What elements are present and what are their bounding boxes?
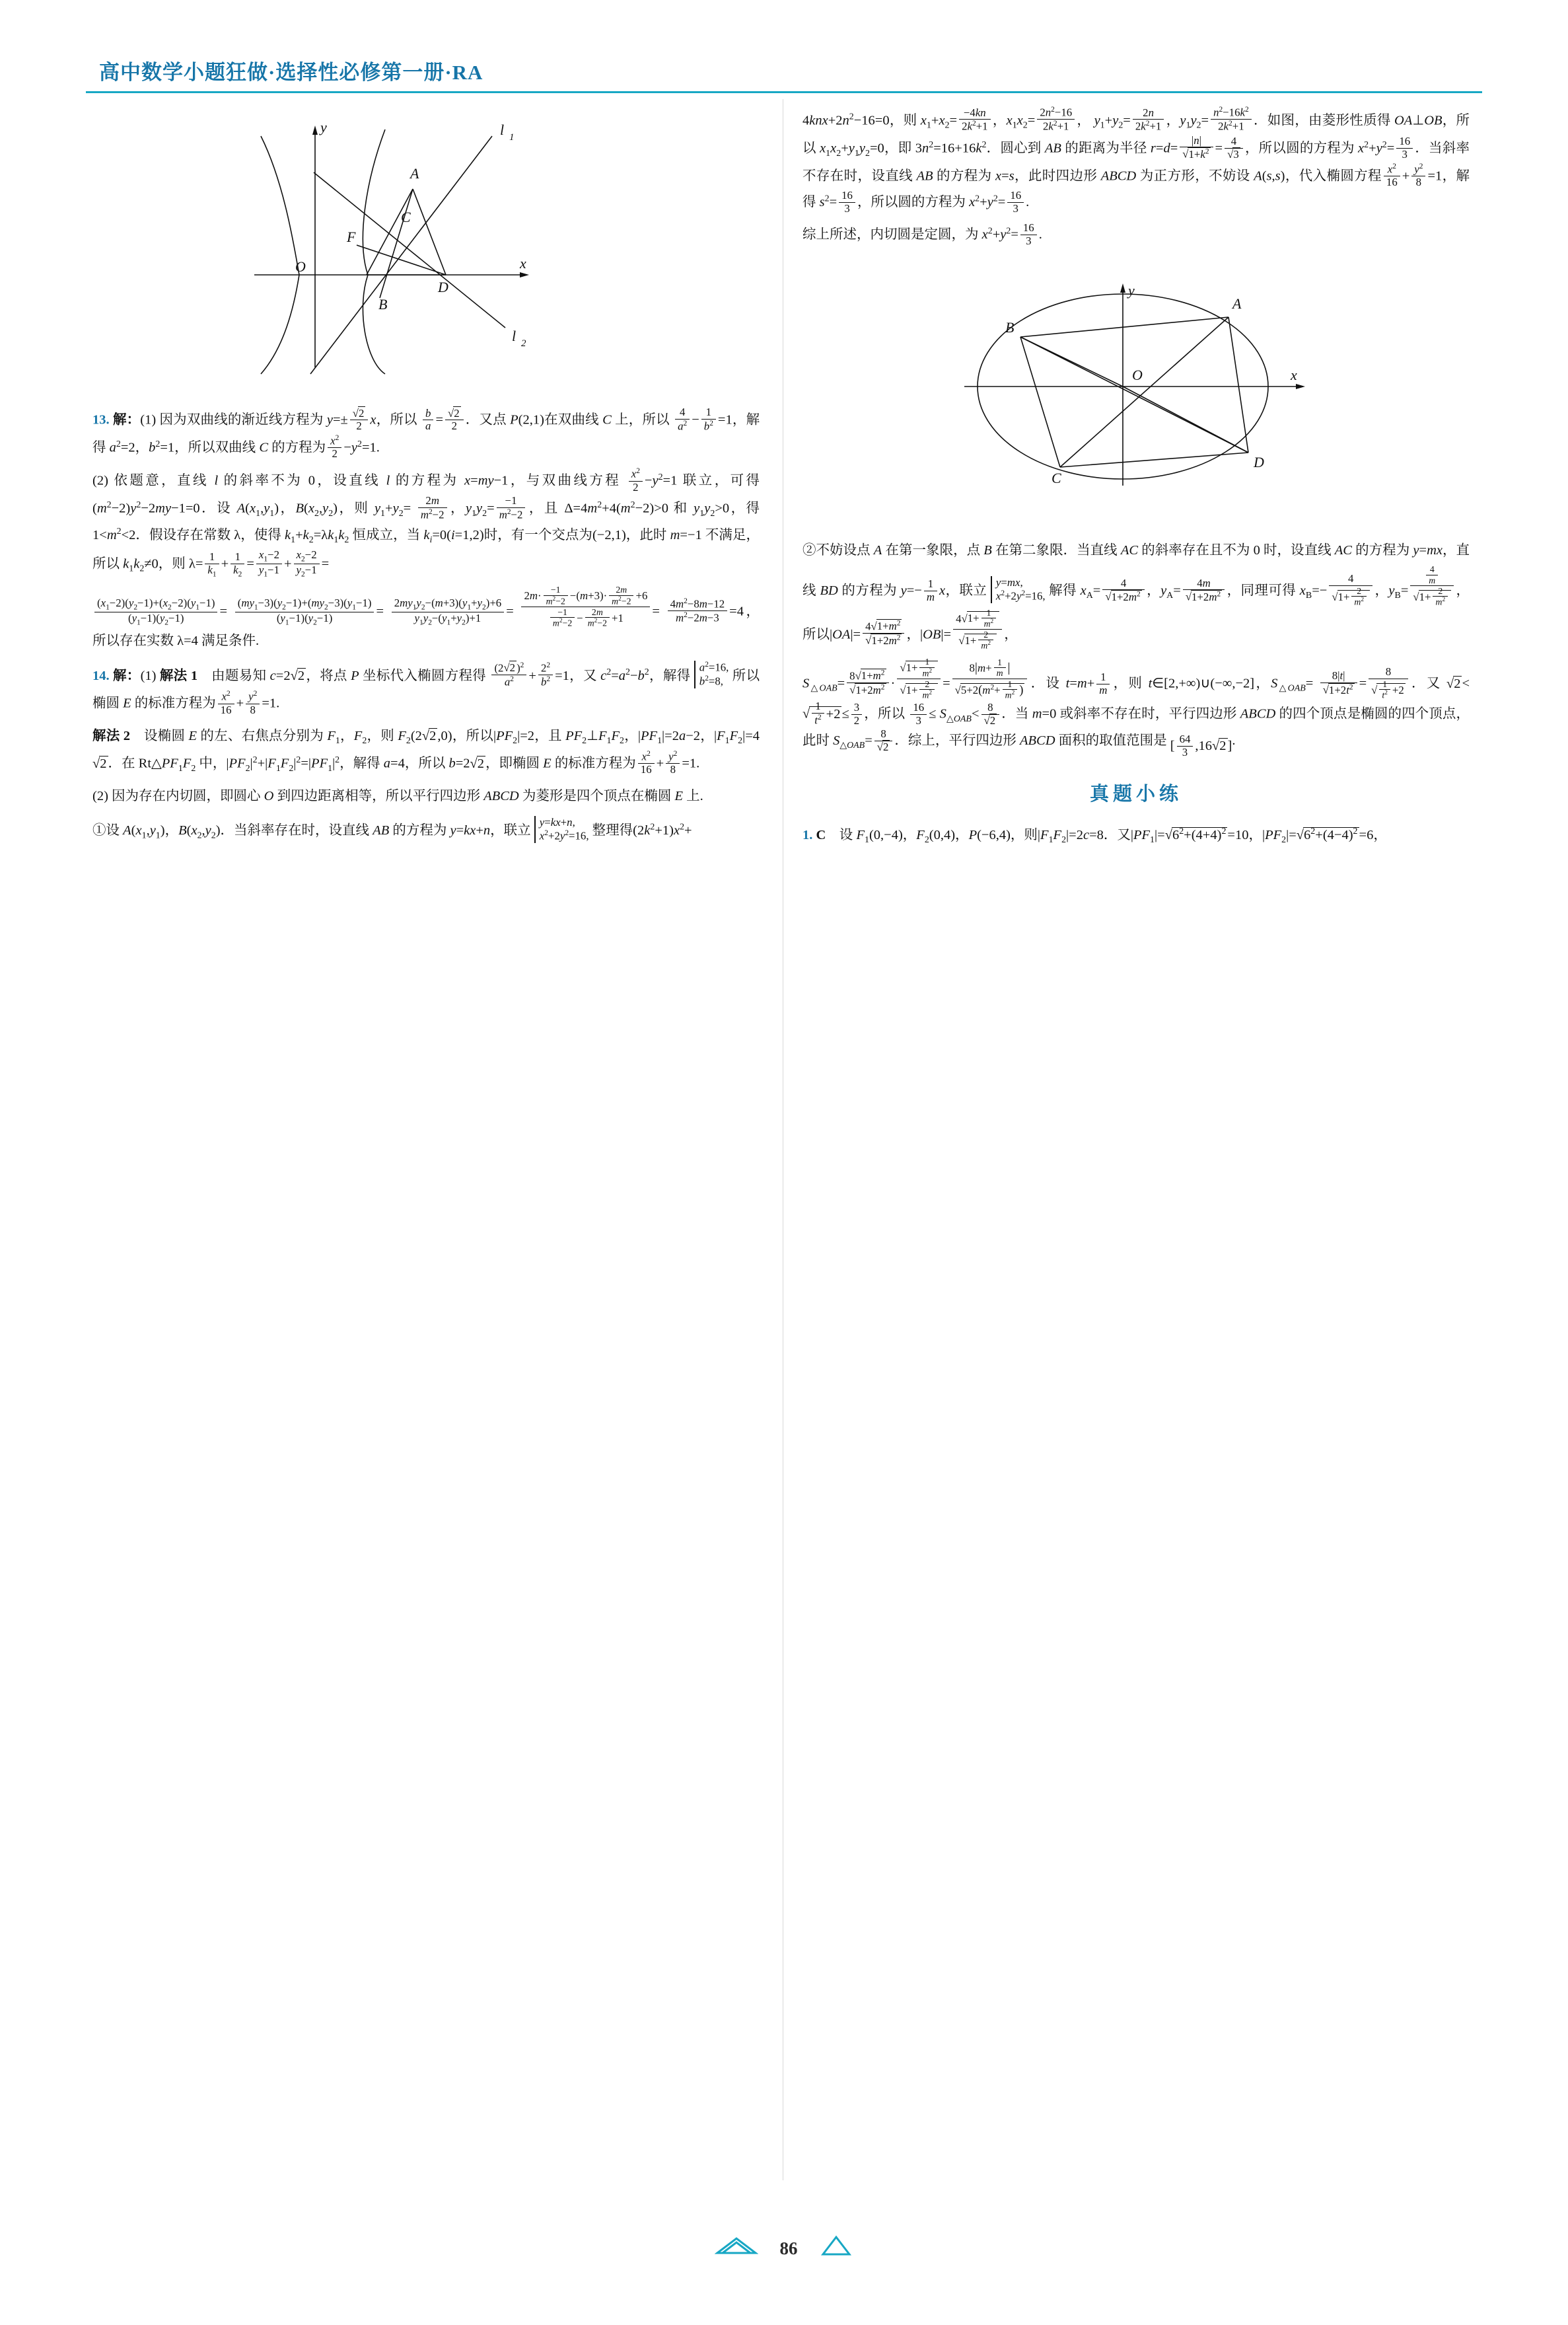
- svg-text:x: x: [520, 255, 526, 272]
- section-title: 真题小练: [1089, 784, 1182, 805]
- svg-text:O: O: [295, 258, 306, 275]
- ellipse-svg: [905, 254, 1367, 519]
- svg-text:A: A: [410, 165, 419, 182]
- svg-text:B: B: [378, 296, 388, 313]
- solution-14-case2: ②不妨设点 A 在第一象限，点 B 在第二象限．当直线 AC 的斜率存在且不为 0 时，设直线 AC 的方程为 y=mx，直线 BD 的方程为 y=− $\frac{1}{m}$ x，联立 y=mx, $x^2+2y^2=16$, 解得 $x_A=$ $\frac{4}{√1+2m^2}$ ，$y_A=$ $\frac{4m}{√1+2m^2}$ ，同理可得 $x_B=-$ 4 √1+ $\frac{2}{m^2}$ ，$y_B=$ $\frac{4}{m}$ √1+ $\frac{2}{m^2}$ ，所以|OA|= $\frac{4√1+m^2}{√1+2m^2}$ ，|OB|= 4√1+ $\frac{1}{m^2}$ √1+ $\frac{2}{m^2}$ ，: [802, 543, 1470, 651]
- svg-text:B: B: [1005, 319, 1015, 336]
- left-column: [92, 106, 760, 850]
- svg-text:D: D: [1254, 454, 1264, 471]
- solution-label-14: 解：: [113, 669, 141, 684]
- page-number: 86: [779, 2238, 798, 2258]
- answer-choice: C: [816, 828, 826, 842]
- solution-14-part2: (2) 因为存在内切圆，即圆心 O 到四边距离相等，所以平行四边形 ABCD 为菱形是四个顶点在椭圆 E 上.: [92, 788, 703, 803]
- left-ornament-icon: [715, 2233, 758, 2264]
- book-title: 高中数学小题狂做·选择性必修第一册·RA: [99, 61, 483, 84]
- figure-hyperbola: [92, 110, 760, 397]
- solution-13-derivation: $\frac{(x_1-2)(y_2-1)+(x_2-2)(y_1-1)}{(y_1-1)(y_2-1)}$ = $\frac{(my_1-3)(y_2-1)+(my_2-3)(y_1-1)}{(y_1-1)(y_2-1)}$ = $\frac{2my_1y_2-(m+3)(y_1+y_2)+6}{y_1y_2-(y_1+y_2)+1}$ = 2m· $\frac{-1}{m^2-2}$ −(m+3)· $\frac{2m}{m^2-2}$ +6 $\frac{-1}{m^2-2}$ − $\frac{2m}{m^2-2}$ +1 = $\frac{4m^2-8m-12}{m^2-2m-3}$ =4，所以存在实数 λ=4 满足条件.: [92, 585, 760, 649]
- exercise-1: 1. C 设 $F_1(0,-4)$，$F_2(0,4)$，P(−6,4)，则$|F_1F_2|=2c=8$．又$|PF_1|=√6^2+(4+4)^2=10$，$|PF_2|=√6^2+(4-4)^2=6$，: [802, 827, 1387, 846]
- solution-13-part1: 13. 解：(1) 因为双曲线的渐近线方程为 y=± $\frac{√2}{2}$ x，所以 $\frac{b}{a}$ = $\frac{√2}{2}$ ．又点 P(2,1)在双曲线 C 上，所以 $\frac{4}{a^2}$ − $\frac{1}{b^2}$ =1，解得 $a^2=2$，$b^2=1$，所以双曲线 C 的方程为 $\frac{x^2}{2}$ $-y^2=1$.: [92, 405, 760, 461]
- solution-14-conclusion: 综上所述，内切圆是定圆，为 $x^2+y^2=$ $\frac{16}{3}$ .: [802, 221, 1042, 248]
- solution-14-case1-cont: $4knx+2n^2-16=0$，则 $x_1+x_2=$ $\frac{-4kn}{2k^2+1}$ ，$x_1x_2=$ $\frac{2n^2-16}{2k^2+1}$ ， $y_1+y_2=$ $\frac{2n}{2k^2+1}$ ，$y_1y_2=$ $\frac{n^2-16k^2}{2k^2+1}$ ．如图，由菱形性质得 OA⊥OB，所以 $x_1x_2+y_1y_2=0$，即 $3n^2=16+16k^2$．圆心到 AB 的距离为半径 r=d= $\frac{|n|}{√1+k^2}$ = $\frac{4}{√3}$ ，所以圆的方程为 $x^2+y^2=$ $\frac{16}{3}$ ．当斜率不存在时，设直线 AB 的方程为 x=s，此时四边形 ABCD 为正方形，不妨设 A(s,s)，代入椭圆方程 $\frac{x^2}{16}$ + $\frac{y^2}{8}$ =1，解得 $s^2=$ $\frac{16}{3}$ ，所以圆的方程为 $x^2+y^2=$ $\frac{16}{3}$ .: [802, 106, 1470, 215]
- svg-text:C: C: [1051, 470, 1061, 487]
- svg-text:x: x: [1291, 367, 1297, 384]
- solution-14-method2: 解法 2 设椭圆 E 的左、右焦点分别为 $F_1$，$F_2$，则 $F_2(2√2,0)$，所以$|PF_2|=2$，且 $PF_2\perp F_1F_2$，$|PF_1|=2a-2$，$|F_1F_2|=4√2$．在 $Rt\triangle PF_1F_2$ 中，$|PF_2|^2+|F_1F_2|^2=|PF_1|^2$，解得 a=4，所以 b=2√2，即椭圆 E 的标准方程为 $\frac{x^2}{16}$ + $\frac{y^2}{8}$ =1.: [92, 728, 760, 776]
- right-column: [802, 106, 1470, 855]
- solution-14-part1: 14. 解：(1) 解法 1 由题易知 c=2√2，将点 P 坐标代入椭圆方程得 $\frac{(2√2 )^2}{a^2}$ + $\frac{2^2}{b^2}$ =1，又 $c^2=a^2-b^2$，解得 $a^2=16$, $b^2=8$, 所以椭圆 E 的标准方程为 $\frac{x^2}{16}$ + $\frac{y^2}{8}$ =1.: [92, 661, 760, 716]
- svg-text:A: A: [1232, 295, 1242, 313]
- svg-text:D: D: [438, 279, 448, 295]
- section-banner: [802, 774, 1470, 815]
- question-number-14: 14.: [92, 669, 110, 684]
- figure2-labels: [1005, 282, 1297, 486]
- method-2-label: 解法 2: [92, 728, 131, 743]
- svg-text:y: y: [1128, 282, 1135, 299]
- exercise-number-1: 1.: [802, 828, 813, 842]
- svg-text:O: O: [1132, 367, 1143, 384]
- svg-text:y: y: [320, 119, 327, 135]
- figure-ellipse: [802, 254, 1470, 529]
- figure-labels: [295, 119, 526, 349]
- solution-14-case1: ①设 $A(x_1,y_1)$，$B(x_2,y_2)$．当斜率存在时，设直线 AB 的方程为 y=kx+n，联立 y=kx+n, $x^2+2y^2=16$, 整理得$(2k^2+1)x^2+$: [92, 815, 692, 842]
- page-footer: [0, 2233, 1568, 2264]
- solution-14-area: $S_{\triangle OAB}=$ $\frac{8√1+m^2}{√1+2m^2}$ · √1+ $\frac{1}{m^2}$ √1+ $\frac{2}{m^2}$ = 8|m+ $\frac{1}{m}$ | $√5+2(m^2+$ $\frac{1}{m^2}$ ) ．设 t=m+ $\frac{1}{m}$ ，则 t∈[2,+∞)∪(−∞,−2]，$S_{\triangle OAB}=$ $\frac{8|t|}{√1+2t^2}$ = 8 √ $\frac{1}{t^2}$ +2 ．又 √2<√ $\frac{1}{t^2}$ +2≤ $\frac{3}{2}$ ，所以 $\frac{16}{3}$ ≤ $S_{\triangle OAB}<$ $\frac{8}{√2}$ ．当 m=0 或斜率不存在时，平行四边形 ABCD 的四个顶点是椭圆的四个顶点，此时 $S_{\triangle OAB}=$ $\frac{8}{√2}$ ．综上，平行四边形 ABCD 面积的取值范围是 [ $\frac{64}{3}$ ,16√2].: [802, 657, 1470, 759]
- svg-text:2: 2: [521, 338, 526, 349]
- svg-text:1: 1: [509, 132, 515, 143]
- svg-text:l: l: [512, 328, 517, 344]
- page-header: [86, 55, 1482, 93]
- right-ornament-icon: [819, 2233, 853, 2264]
- solution-13-part2: (2) 依题意，直线 l 的斜率不为 0，设直线 l 的方程为 x=my−1，与双曲线方程 $\frac{x^2}{2}$ $-y^2=1$ 联立，可得$(m^2-2)y^2-2my-1=0$．设 $A(x_1,y_1)$，$B(x_2,y_2)$，则 $y_1+y_2=$ $\frac{2m}{m^2-2}$ ，$y_1y_2=$ $\frac{-1}{m^2-2}$ ，且 $\Delta=4m^2+4(m^2-2)>0$ 和 $y_1y_2>0$，得 $1<m^2<2$．假设存在常数 λ，使得 $k_1+k_2=\lambda k_1k_2$ 恒成立，当 $k_i=0(i=1,2)$时，有一个交点为(−2,1)，此时 m=−1 不满足，所以 $k_1k_2\ne 0$，则 λ= $\frac{1}{k_1}$ + $\frac{1}{k_2}$ = $\frac{x_1-2}{y_1-1}$ + $\frac{x_2-2}{y_2-1}$ =: [92, 467, 760, 579]
- question-number-13: 13.: [92, 412, 110, 427]
- solution-label: 解：: [112, 412, 141, 427]
- hyperbola-svg: [215, 110, 637, 387]
- svg-text:C: C: [401, 209, 411, 225]
- svg-text:l: l: [500, 122, 505, 138]
- svg-text:F: F: [347, 229, 356, 245]
